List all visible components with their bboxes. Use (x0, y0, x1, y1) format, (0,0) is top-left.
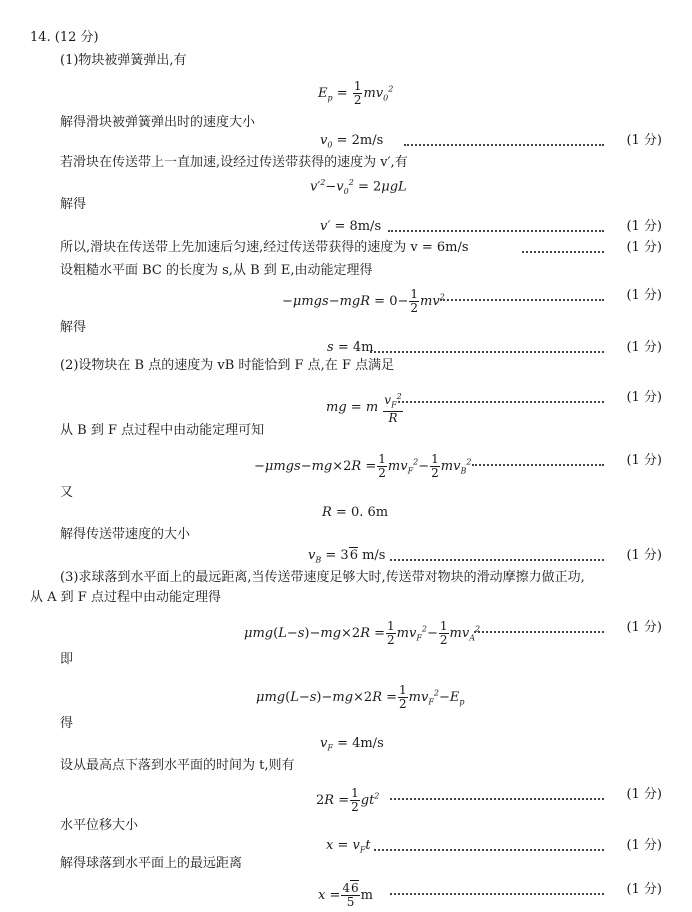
part3-time-text: 设从最高点下落到水平面的时间为 t,则有 (60, 758, 295, 773)
score-mark: (1 分) (626, 453, 662, 468)
leader-dots (388, 230, 604, 232)
eq-v0: $v_0 = 2m/s$ (320, 133, 384, 150)
part3-horiz-text: 水平位移大小 (60, 818, 139, 833)
eq-vF: $v_F = 4m/s$ (320, 736, 384, 753)
part2-belt-text: 解得传送带速度的大小 (60, 527, 191, 542)
leader-dots (522, 251, 604, 253)
eq-spring-energy: $E_p$ = $\frac{1}{2}$ $mv_0^2$ (318, 79, 394, 107)
eq-v-prime: v′ = 8m/s (320, 219, 382, 234)
leader-dots (472, 464, 604, 466)
part1-assume-text: 若滑块在传送带上一直加速,设经过传送带获得的速度为 v′,有 (60, 155, 408, 170)
part3-ie-text: 即 (60, 652, 74, 667)
part3-line2: 从 A 到 F 点过程中由动能定理得 (30, 590, 221, 605)
part1-intro: (1)物块被弹簧弹出,有 (60, 53, 187, 68)
eq-energy-AF-ep: μmg(L−s)−mg×2R = $\frac{1}{2}$ $mv_F^2-E_p$ (256, 683, 465, 711)
score-mark: (1 分) (626, 548, 662, 563)
score-mark: (1 分) (626, 288, 662, 303)
score-mark: (1 分) (626, 340, 662, 355)
leader-dots (474, 631, 604, 633)
score-mark: (1 分) (626, 390, 662, 405)
leader-dots (398, 401, 604, 403)
eq-radius: R = 0. 6m (322, 505, 389, 520)
eq-circular: mg = m $\frac{v_F^2}{R}$ (326, 392, 402, 426)
leader-dots (390, 798, 604, 800)
leader-dots (370, 351, 604, 353)
part1-solve-text: 解得 (60, 197, 87, 212)
eq-fall: 2R = $\frac{1}{2}$ $gt^2$ (316, 786, 380, 814)
score-mark: (1 分) (626, 620, 662, 635)
part1-length-text: 设粗糙水平面 BC 的长度为 s,从 B 到 E,由动能定理得 (60, 263, 373, 278)
score-mark: (1 分) (626, 133, 662, 148)
eq-kinematics: $v'^2-v_0^2 = 2\mu gL$ (310, 178, 407, 196)
score-mark: (1 分) (626, 240, 662, 255)
part3-line1: (3)求球落到水平面上的最远距离,当传送带速度足够大时,传送带对物块的滑动摩擦力做正功, (60, 570, 585, 585)
leader-dots (440, 299, 604, 301)
leader-dots (390, 559, 604, 561)
part1-solve2-text: 解得 (60, 320, 87, 335)
eq-x-max: x = $\frac{46}{5}$ m (318, 881, 373, 909)
eq-energy-BE: −μmgs−mgR = 0− $\frac{1}{2}$ $mv^2$ (282, 287, 445, 315)
part2-intro: (2)设物块在 B 点的速度为 vB 时能恰到 F 点,在 F 点满足 (60, 358, 395, 373)
score-mark: (1 分) (626, 787, 662, 802)
score-mark: (1 分) (626, 882, 662, 897)
leader-dots (374, 849, 604, 851)
leader-dots (404, 144, 604, 146)
part3-far-text: 解得球落到水平面上的最远距离 (60, 856, 243, 871)
eq-s: s = 4m (327, 340, 374, 355)
part2-also-text: 又 (60, 485, 74, 500)
score-mark: (1 分) (626, 838, 662, 853)
eq-x: $x = v_Ft$ (326, 838, 371, 855)
problem-title: 14. (12 分) (30, 30, 99, 45)
eq-energy-BF: −μmgs−mg×2R = $\frac{1}{2}$ $mv_F^2-$ $\frac{1}{2}$ $mv_B^2$ (254, 452, 472, 480)
part1-speed-text: 解得滑块被弹簧弹出时的速度大小 (60, 115, 256, 130)
leader-dots (390, 893, 604, 895)
eq-energy-AF: μmg(L−s)−mg×2R = $\frac{1}{2}$ $mv_F^2-$ $\frac{1}{2}$ $mv_A^2$ (244, 619, 481, 647)
part1-so-text: 所以,滑块在传送带上先加速后匀速,经过传送带获得的速度为 v = 6m/s (60, 240, 469, 255)
score-mark: (1 分) (626, 219, 662, 234)
eq-vB: $v_B = 36$ m/s (308, 548, 386, 565)
part3-get-text: 得 (60, 716, 74, 731)
part2-energy-text: 从 B 到 F 点过程中由动能定理可知 (60, 423, 265, 438)
